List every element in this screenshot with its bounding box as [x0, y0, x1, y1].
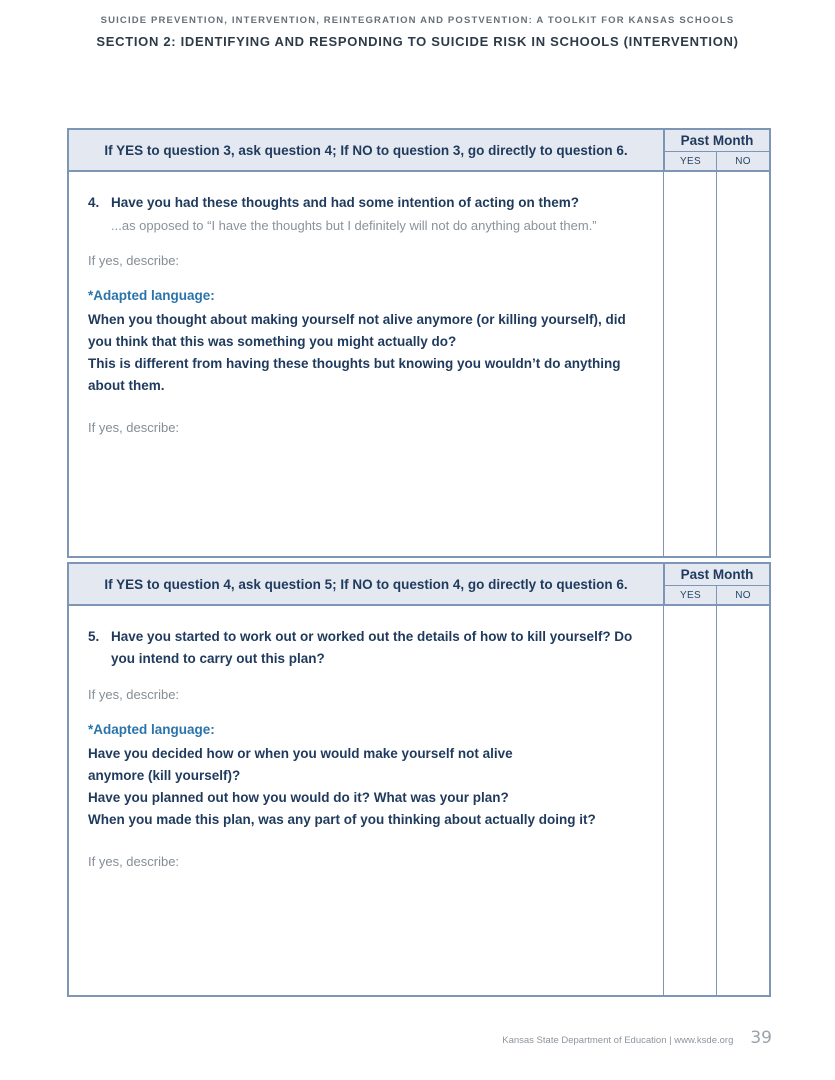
q4-adapted-language-text: When you thought about making yourself not alive anymore (or killing yourself), did you think that this was something you might actually do? This is different from having these thoughts but knowing you wouldn’t do anything about them. — [88, 312, 626, 393]
q4-past-month-label: Past Month — [665, 130, 769, 152]
document-header — [0, 15, 835, 49]
q5-yes-answer-cell — [663, 606, 716, 995]
q5-table-body — [69, 606, 769, 995]
q4-instruction: If YES to question 3, ask question 4; If NO to question 3, go directly to question 6. — [104, 142, 628, 158]
q5-yes-column-header: YES — [665, 586, 717, 604]
q5-past-month-header — [663, 564, 769, 604]
q5-no-answer-cell — [716, 606, 769, 995]
q5-no-column-header: NO — [735, 589, 751, 601]
footer-organization: Kansas State Department of Education | www.ksde.org — [502, 1035, 734, 1046]
q4-if-yes-describe-2: If yes, describe: — [88, 420, 180, 435]
toolkit-title: SUICIDE PREVENTION, INTERVENTION, REINTEGRATION AND POSTVENTION: A TOOLKIT FOR KANSAS SCHOOLS — [100, 15, 735, 26]
q4-yes-answer-cell — [663, 172, 716, 556]
q4-question-text: Have you had these thoughts and had some intention of acting on them? — [111, 195, 580, 210]
q4-question — [88, 192, 643, 214]
q5-if-yes-describe-1: If yes, describe: — [88, 687, 180, 702]
q4-adapted-language-heading: *Adapted language: — [88, 288, 215, 303]
question-5-table — [67, 562, 771, 997]
page-number: 39 — [750, 1028, 772, 1048]
q4-question-subtext: ...as opposed to “I have the thoughts but I definitely will not do anything about them.” — [111, 218, 597, 233]
q5-question-text-line2: you intend to carry out this plan? — [111, 651, 325, 666]
q5-question-text-line1: Have you started to work out or worked out the details of how to kill yourself? Do — [111, 629, 633, 644]
q4-table-body — [69, 172, 769, 556]
q5-past-month-label: Past Month — [665, 564, 769, 586]
q4-no-column-header: NO — [735, 155, 751, 167]
q4-content-cell — [69, 172, 663, 556]
q4-past-month-header — [663, 130, 769, 170]
q5-if-yes-describe-2: If yes, describe: — [88, 854, 180, 869]
q4-if-yes-describe-1: If yes, describe: — [88, 253, 180, 268]
q5-instruction: If YES to question 4, ask question 5; If NO to question 4, go directly to question 6. — [104, 576, 628, 592]
section-title: SECTION 2: IDENTIFYING AND RESPONDING TO SUICIDE RISK IN SCHOOLS (INTERVENTION) — [96, 34, 739, 49]
question-4-table — [67, 128, 771, 558]
document-footer — [502, 1028, 772, 1048]
q4-table-header-row — [69, 130, 769, 172]
q4-question-number: 4. — [88, 195, 100, 210]
q5-table-header-row — [69, 564, 769, 606]
q5-adapted-language-text: Have you decided how or when you would make yourself not alive anymore (kill yourself)? Have you planned out how you would do it? What was your plan? When you made this plan, was any part of you thinking about actually doing it? — [88, 746, 596, 827]
q5-question-number: 5. — [88, 629, 100, 644]
q5-content-cell — [69, 606, 663, 995]
q4-no-answer-cell — [716, 172, 769, 556]
q5-adapted-language-heading: *Adapted language: — [88, 722, 215, 737]
q4-yes-column-header: YES — [665, 152, 717, 170]
q5-question — [88, 626, 643, 670]
